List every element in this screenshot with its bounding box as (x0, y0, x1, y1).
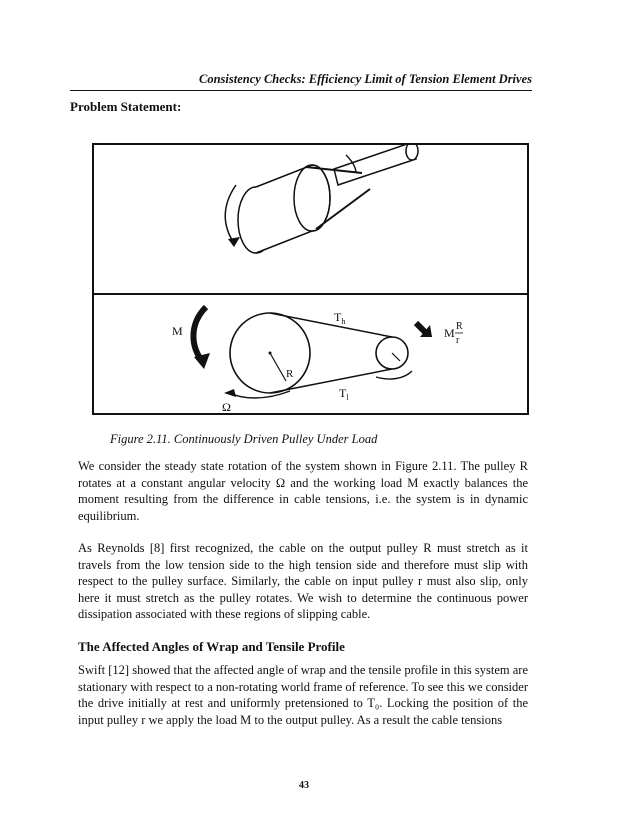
label-R: R (286, 368, 294, 380)
label-Omega: Ω (222, 400, 231, 413)
input-rotation-arrow (376, 371, 412, 379)
small-shaft-body (334, 145, 416, 185)
label-M-left: M (172, 324, 183, 338)
label-Tl: $T_l$ (339, 386, 349, 402)
small-shaft-end (406, 145, 418, 160)
pulley-3d-illustration (94, 145, 527, 293)
pulley-schematic (94, 295, 527, 413)
section-paragraph: Swift [12] showed that the affected angle of wrap and the tensile profile in this system are stationary with respect to a non-rotating world frame of reference. To see this we consider the drive initially at rest and uniformly pretensioned to T₀. Locking the position of the input pulley r we apply the load M to the output pulley. As a result the cable tensions (78, 663, 528, 727)
figure-caption: Figure 2.11. Continuously Driven Pulley Under Load (110, 432, 378, 446)
paragraph-1: We consider the steady state rotation of the system shown in Figure 2.11. The pulley R rotates at a constant angular velocity Ω and the working load M exactly balances the moment resulting from the difference in cable tensions, i.e. the system is in dynamic equilibrium. (78, 459, 528, 523)
header-rule (70, 90, 532, 91)
label-Th: $T_h$ (334, 310, 346, 326)
label-M-right: M (444, 326, 455, 340)
label-frac-num: R (456, 321, 463, 332)
problem-heading: Problem Statement: (70, 99, 182, 114)
page-number: 43 (299, 780, 309, 791)
running-header: Consistency Checks: Efficiency Limit of Tension Element Drives (199, 72, 532, 86)
moment-arrow-right (416, 323, 426, 333)
rotation-arrow-left (225, 185, 236, 243)
large-pulley-body (256, 165, 330, 253)
paragraph-2: As Reynolds [8] first recognized, the cable on the output pulley R must stretch as it travels from the low tension side to the high tension side and therefore must slip with respect to the pulley surface. Similarly, the cable on input pulley r must also slip, only here it must stretch as the pulley rotates. We wish to determine the continuous power dissipation associated with these regions of slipping cable. (78, 541, 528, 621)
moment-arrow-left (193, 307, 206, 361)
figure-frame (92, 143, 529, 415)
label-frac-den: r (456, 335, 460, 346)
section-heading: The Affected Angles of Wrap and Tensile Profile (78, 639, 345, 654)
rotation-arrowhead-left (228, 237, 240, 247)
